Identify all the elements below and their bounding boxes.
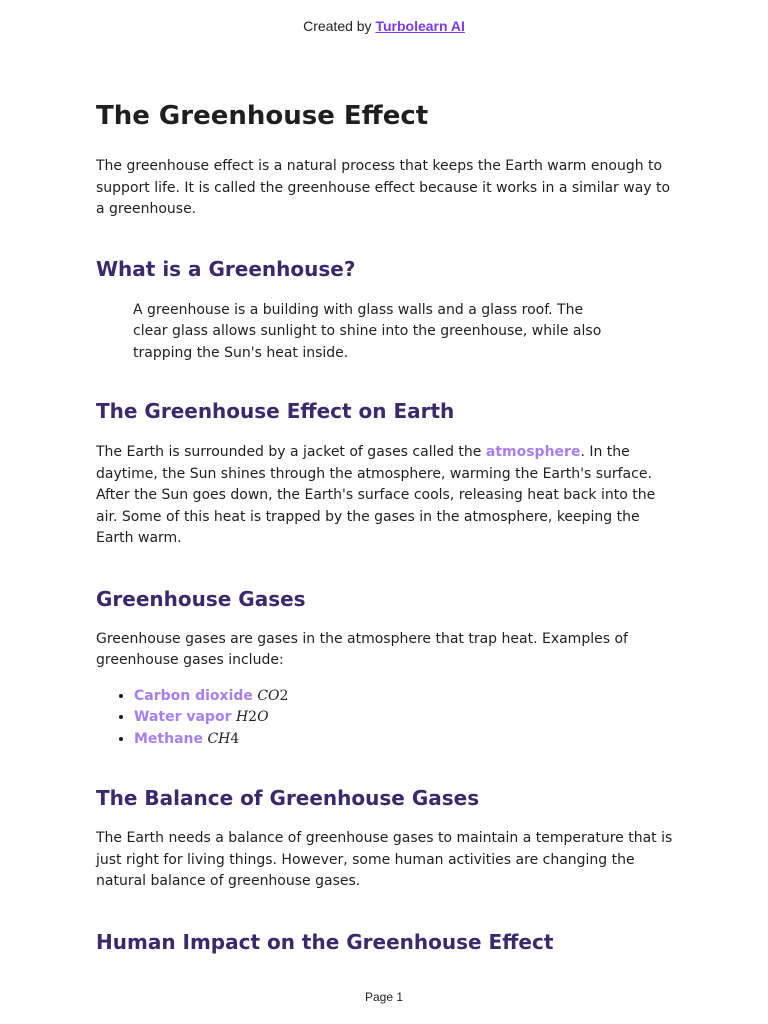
heading-what-is-greenhouse: What is a Greenhouse? — [96, 256, 356, 281]
heading-human-impact: Human Impact on the Greenhouse Effect — [96, 929, 554, 954]
heading-balance-greenhouse-gases: The Balance of Greenhouse Gases — [96, 786, 480, 810]
heading-greenhouse-effect-earth: The Greenhouse Effect on Earth — [96, 399, 455, 423]
balance-paragraph: The Earth needs a balance of greenhouse gases to maintain a temperature that is just right for living things. However, some human activities are changing the natural balance of greenhouse gases. — [96, 830, 673, 889]
list-item — [134, 686, 676, 708]
formula-h2o: H2O — [235, 709, 269, 725]
gases-list — [96, 686, 676, 751]
page-number: Page 1 — [364, 990, 404, 1004]
intro-paragraph: The greenhouse effect is a natural process that keeps the Earth warm enough to support life. It is called the greenhouse effect because it works in a similar way to a greenhouse. — [96, 158, 671, 217]
heading-greenhouse-gases: Greenhouse Gases — [96, 586, 306, 611]
gases-paragraph: Greenhouse gases are gases in the atmosphere that trap heat. Examples of greenhouse gases include: — [96, 630, 628, 668]
page-title: The Greenhouse Effect — [96, 101, 429, 131]
greenhouse-quote: A greenhouse is a building with glass walls and a glass roof. The clear glass allows sunlight to shine into the greenhouse, while also trapping the Sun's heat inside. — [133, 301, 602, 361]
atmosphere-link[interactable]: atmosphere — [485, 444, 581, 460]
list-item — [134, 707, 676, 729]
created-by-label: Created by — [303, 18, 372, 34]
water-vapor-link[interactable]: Water vapor — [134, 709, 232, 725]
created-by-banner — [0, 18, 768, 34]
earth-paragraph — [96, 442, 676, 550]
formula-ch4: CH4 — [207, 730, 240, 747]
earth-text-after: . In the daytime, the Sun shines through the atmosphere, warming the Earth's surface. After the Sun goes down, the Earth's surface cools, releasing heat back into the air. Some of this heat is trapped by the gases in the atmosphere, keeping the Earth warm. — [96, 444, 656, 546]
formula-co2: CO2 — [257, 687, 289, 704]
list-item — [134, 729, 676, 751]
turbolearn-link[interactable]: Turbolearn AI — [375, 18, 465, 34]
document-body — [96, 98, 676, 956]
earth-text-before: The Earth is surrounded by a jacket of gases called the — [96, 444, 482, 460]
methane-link[interactable]: Methane — [134, 730, 203, 747]
carbon-dioxide-link[interactable]: Carbon dioxide — [134, 687, 253, 704]
